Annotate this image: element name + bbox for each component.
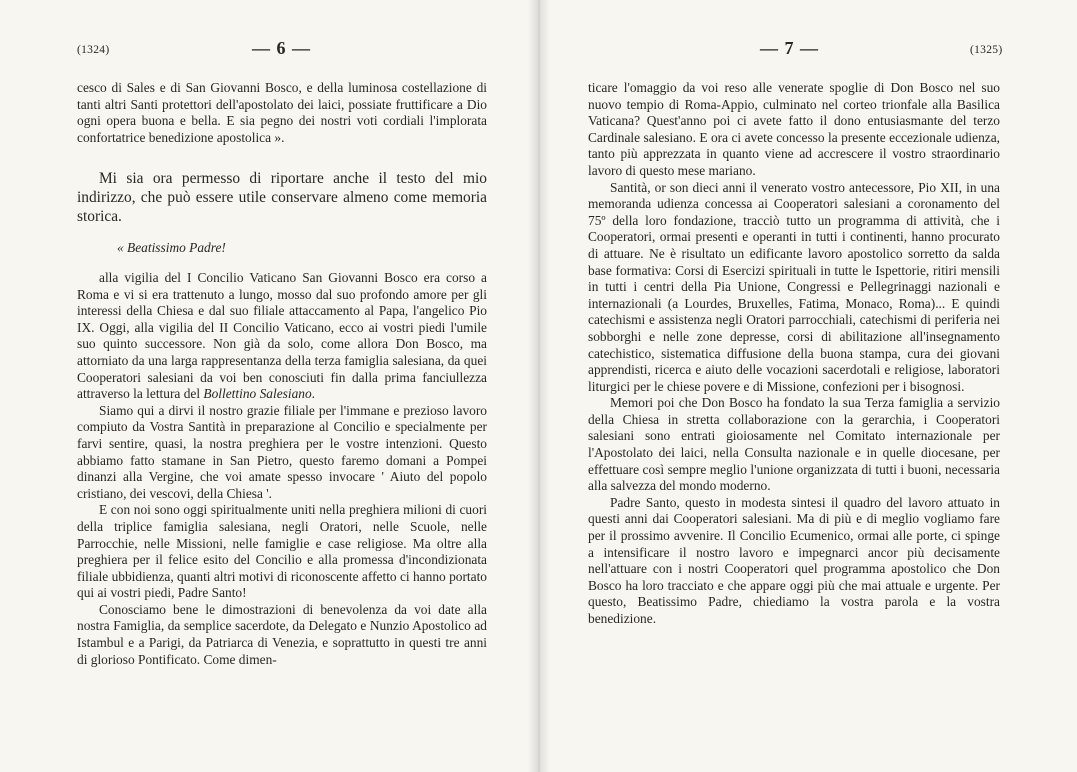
right-text-block (588, 80, 1000, 628)
right-paragraph-4: Padre Santo, questo in modesta sintesi il quadro del lavoro attuato in questi anni dai Cooperatori salesiani. Ma di più e di meglio vogliamo fare per il prossimo avvenire. Il Concilio Ecumenico, ormai alle porte, ci spinge a intensificare il nostro lavoro e impegnarci ancor più decisamente nell'attuare con i nostri Cooperatori quel programma apostolico che Don Bosco ha loro tracciato e che appare oggi più che mai attuale e urgente. Per questo, Beatissimo Padre, chiediamo la vostra parola e la vostra benedizione. (588, 494, 1000, 626)
left-archive-number: (1324) (77, 44, 110, 56)
left-text-block (77, 80, 487, 146)
left-page (0, 0, 538, 772)
right-paragraph-3: Memori poi che Don Bosco ha fondato la sua Terza famiglia a servizio della Chiesa in stretta collaborazione con la gerarchia, i Cooperatori salesiani sono entrati gioiosamente nel Comitato internazionale per l'Apostolato dei laici, nella Consulta nazionale e in quelle diocesane, per effettuare così sempre meglio l'unione organizzata di tutti i buoni, necessaria alla salvezza del mondo moderno. (588, 395, 1000, 494)
left-text-block-2 (77, 170, 487, 226)
book-gutter (528, 0, 550, 772)
right-paragraph-1: ticare l'omaggio da voi reso alle venerate spoglie di Don Bosco nel suo nuovo tempio di Roma-Appio, culminato nel corteo trionfale alla Basilica Vaticana? Quest'anno poi ci avete fatto il dono entusiasmante del terzo Cardinale salesiano. E ora ci avete concesso la presente eccezionale udienza, tanto più apprezzata in quanto viene ad accrescere il vostro straordinario lavoro di questo mese mariano. (588, 80, 1000, 178)
left-paragraph-1: cesco di Sales e di San Giovanni Bosco, e della luminosa costellazione di tanti altri Santi protettori dell'apostolato dei laici, possiate fruttificare a Dio ogni opera buona e bella. E sia pegno dei nostri voti cordiali l'implorata confortatrice benedizione apostolica ». (77, 80, 487, 145)
right-page (538, 0, 1077, 772)
left-paragraph-4: Siamo qui a dirvi il nostro grazie filiale per l'immane e prezioso lavoro compiuto da Vostra Santità in preparazione al Concilio e specialmente per farvi sentire, quasi, la nostra preghiera per le vostre intenzioni. Questo abbiamo fatto stamane in San Pietro, questo faremo domani a Pompei dinanzi alla Vergine, che voi amate spesso invocare ' Aiuto del popolo cristiano, dei vescovi, della Chiesa '. (77, 402, 487, 501)
left-paragraph-2: Mi sia ora permesso di riportare anche il testo del mio indirizzo, che può essere utile conservare almeno come memoria storica. (77, 170, 487, 225)
left-paragraph-3-text: alla vigilia del I Concilio Vaticano San Giovanni Bosco era corso a Roma e vi si era trattenuto a lungo, mosso dal suo profondo amore per gli interessi della Chiesa e dal suo filiale attaccamento al Papa, l'angelico Pio IX. Oggi, alla vigilia del II Concilio Vaticano, ecco ai vostri piedi l'umile suo quinto successore. Non già da solo, come allora Don Bosco, ma attorniato da una larga rappresentanza della terza famiglia salesiana, da quei Cooperatori salesiani da voi ben conosciuti fin dalla prima fanciullezza attraverso la lettura del (77, 270, 487, 402)
salutation: « Beatissimo Padre! (117, 240, 226, 255)
left-paragraph-6: Conosciamo bene le dimostrazioni di benevolenza da voi date alla nostra Famiglia, da semplice sacerdote, da Delegato e Nunzio Apostolico ad Istambul e a Parigi, da Patriarca di Venezia, e soprattutto in questi tre anni di glorioso Pontificato. Come dimen- (77, 601, 487, 667)
bollettino-title: Bollettino Salesiano (203, 386, 312, 402)
left-text-block-3 (77, 270, 487, 668)
left-paragraph-3-end: . (311, 386, 316, 402)
right-archive-number: (1325) (970, 44, 1003, 56)
left-paragraph-5: E con noi sono oggi spiritualmente uniti nella preghiera milioni di cuori della triplice famiglia salesiana, negli Oratori, nelle Scuole, nelle Parrocchie, nelle Missioni, nelle famiglie e case religiose. Ma oltre alla preghiera per il felice esito del Concilio e alla promessa d'incondizionata filiale ubbidienza, quanti altri motivi di riconoscente affetto ci hanno portato qui ai vostri piedi, Padre Santo! (77, 502, 487, 601)
left-page-number: — 6 — (252, 38, 311, 58)
right-page-number: — 7 — (760, 38, 819, 58)
left-paragraph-3 (77, 270, 487, 403)
right-paragraph-2: Santità, or son dieci anni il venerato vostro antecessore, Pio XII, in una memoranda udienza concessa ai Cooperatori salesiani a coronamento del 75º della loro fondazione, tracciò tutto un programma di attività, che i Cooperatori, ormai presenti e operanti in tutti i continenti, hanno procurato di attuare. Ne è risultato un edificante lavoro apostolico sorretto da salda base formativa: Corsi di Esercizi spirituali in tutte le Ispettorie, ritiri mensili in tutti i centri della Pia Unione, Congressi e Pellegrinaggi nazionali e internazionali (a Lourdes, Bruxelles, Fatima, Monaco, Roma)... E quindi catechismi e assistenza negli Oratori parrocchiali, catechismi di periferia nei sobborghi e nelle zone depresse, corsi di abilitazione all'insegnamento catechistico, sistematica diffusione della buona stampa, cura dei giovani apprendisti, ricerca e aiuto delle vocazioni sacerdotali e religiose, laboratori liturgici per le chiese povere e di Missione, confezioni per i bisognosi. (588, 179, 1000, 394)
